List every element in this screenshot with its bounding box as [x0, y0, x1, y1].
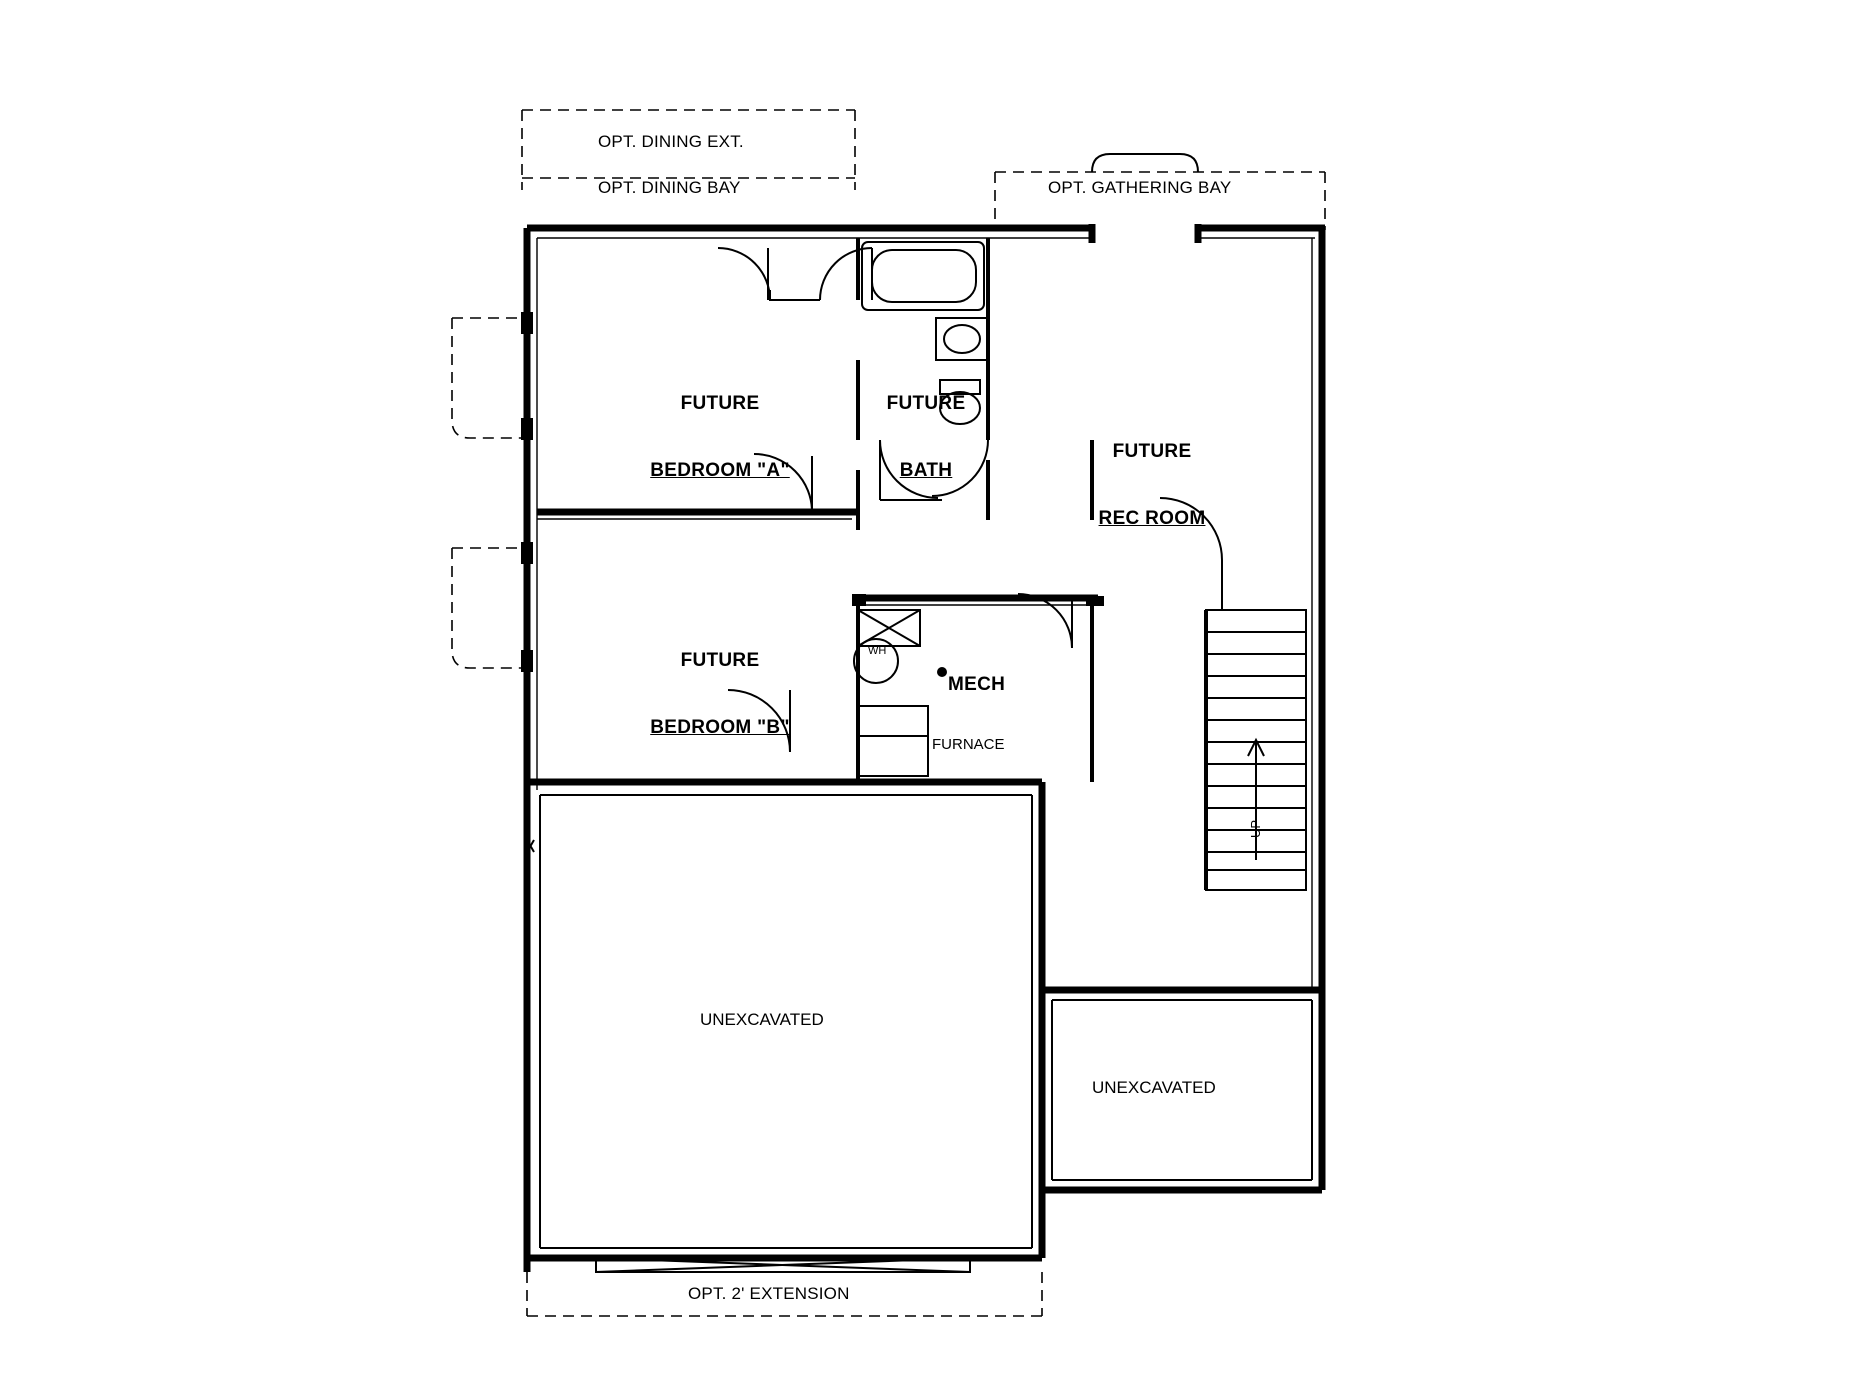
- future-rec-room-line2: REC ROOM: [1098, 508, 1206, 530]
- left-bumpout-upper: [452, 318, 528, 438]
- unexcavated-main-label: UNEXCAVATED: [700, 1010, 824, 1029]
- future-rec-room-line1: FUTURE: [1112, 440, 1192, 462]
- left-bumpout-lower: [452, 548, 528, 668]
- future-rec-room-label: [1052, 396, 1252, 575]
- future-bath-label: [856, 348, 996, 527]
- furnace-label: FURNACE: [932, 736, 1005, 753]
- stair-up-label: UP: [1248, 819, 1263, 838]
- opt-2-extension-label: OPT. 2' EXTENSION: [688, 1284, 850, 1303]
- opt-dining-ext-label: OPT. DINING EXT.: [598, 132, 744, 151]
- future-bedroom-a-label: [620, 348, 820, 527]
- future-bedroom-a-line1: FUTURE: [680, 392, 760, 414]
- opt-gathering-bay-bump: [1092, 154, 1198, 172]
- mech-label: MECH: [948, 674, 1006, 695]
- unexcavated-right-label: UNEXCAVATED: [1092, 1078, 1216, 1097]
- future-bath-line2: BATH: [899, 460, 953, 482]
- future-bedroom-a-line2: BEDROOM "A": [650, 460, 790, 482]
- future-bath-line1: FUTURE: [886, 392, 966, 414]
- opt-dining-bay-label: OPT. DINING BAY: [598, 178, 741, 197]
- stair-run: [1206, 610, 1306, 890]
- future-bedroom-b-label: [620, 605, 820, 784]
- opt-gathering-bay-label: OPT. GATHERING BAY: [1048, 178, 1232, 197]
- future-bedroom-b-line2: BEDROOM "B": [650, 717, 790, 739]
- furnace-symbol: [858, 706, 928, 776]
- future-bedroom-b-line1: FUTURE: [680, 649, 760, 671]
- water-heater-label: WH: [868, 645, 887, 657]
